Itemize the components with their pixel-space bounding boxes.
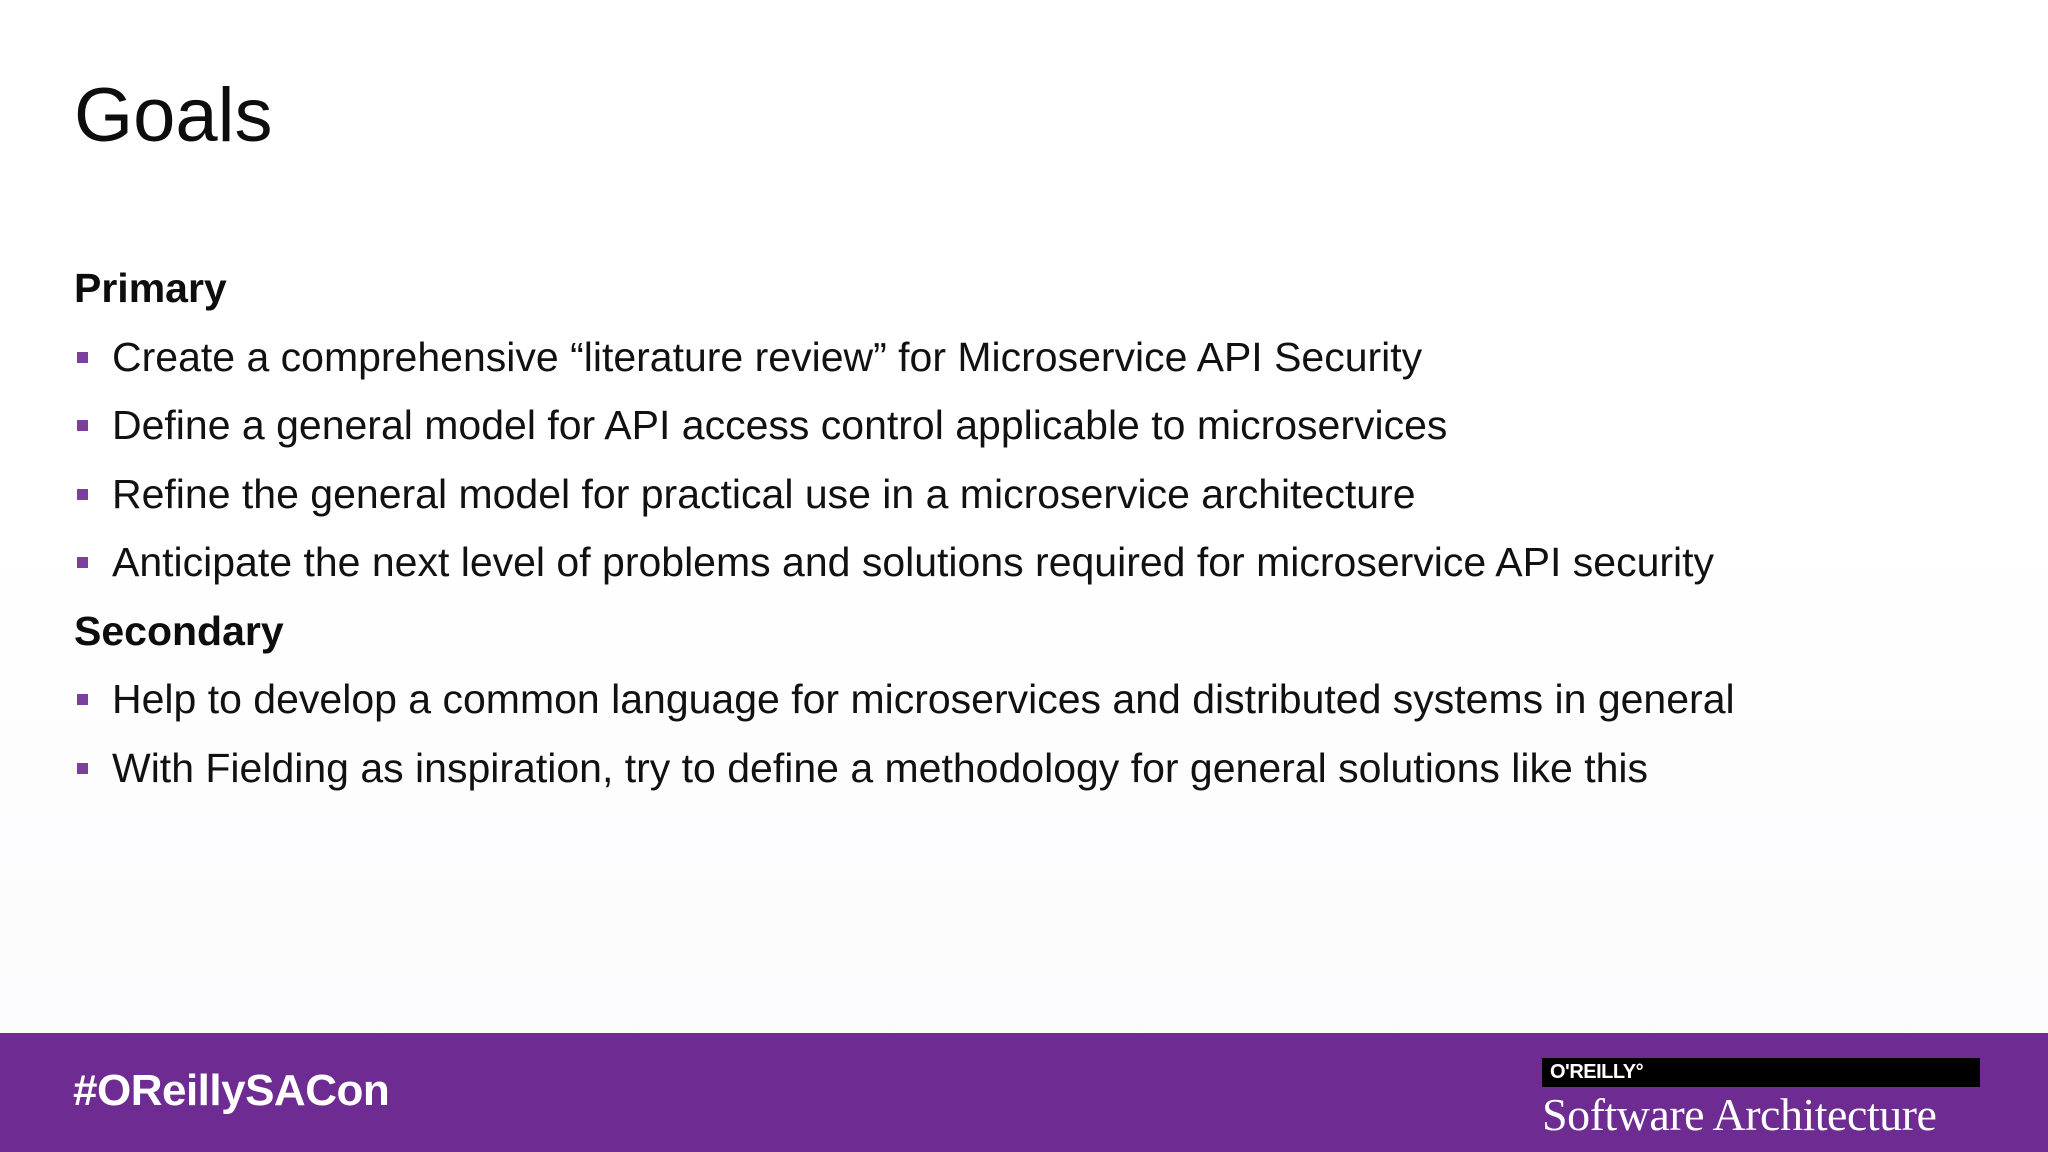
square-bullet-icon xyxy=(77,420,88,431)
list-item xyxy=(74,734,1974,803)
square-bullet-icon xyxy=(77,694,88,705)
slide-content xyxy=(74,254,1974,802)
list-item xyxy=(74,460,1974,529)
list-item xyxy=(74,665,1974,734)
list-item-text: With Fielding as inspiration, try to define a methodology for general solutions like this xyxy=(112,744,1649,791)
primary-heading: Primary xyxy=(74,265,227,311)
list-item-text: Define a general model for API access control applicable to microservices xyxy=(112,402,1448,448)
list-item xyxy=(74,323,1974,392)
footer-bar xyxy=(0,1033,2048,1152)
list-item-text: Help to develop a common language for microservices and distributed systems in general xyxy=(112,676,1735,722)
logo-brand: O'REILLY° xyxy=(1550,1061,1644,1083)
logo-bar xyxy=(1542,1058,1980,1087)
square-bullet-icon xyxy=(77,763,88,774)
secondary-heading: Secondary xyxy=(74,607,284,654)
square-bullet-icon xyxy=(77,489,88,500)
list-item xyxy=(74,391,1974,460)
square-bullet-icon xyxy=(77,557,88,568)
list-item xyxy=(74,528,1974,597)
primary-list xyxy=(74,323,1974,597)
slide-title: Goals xyxy=(74,73,273,158)
conference-hashtag: #OReillySACon xyxy=(73,1066,390,1115)
secondary-list xyxy=(74,665,1974,802)
logo-product-name: Software Architecture xyxy=(1542,1089,1937,1140)
list-item-text: Refine the general model for practical use in a microservice architecture xyxy=(112,470,1416,517)
oreilly-logo xyxy=(1542,1058,1980,1142)
square-bullet-icon xyxy=(77,352,88,363)
list-item-text: Create a comprehensive “literature review” for Microservice API Security xyxy=(112,333,1423,380)
list-item-text: Anticipate the next level of problems and solutions required for microservice API security xyxy=(112,539,1715,585)
